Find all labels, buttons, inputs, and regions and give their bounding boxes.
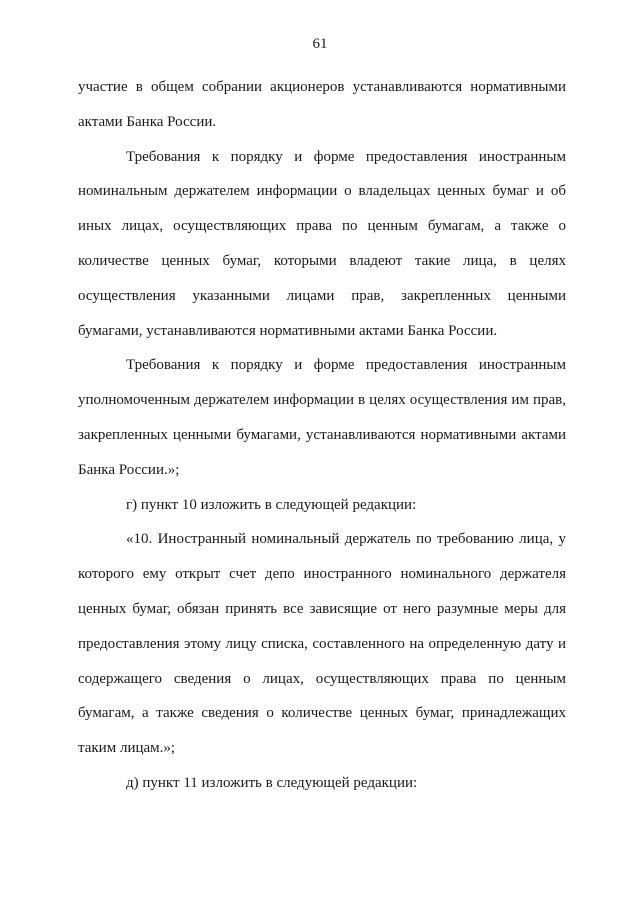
document-body xyxy=(78,70,566,801)
page-number: 61 xyxy=(312,36,328,52)
paragraph-6: д) пункт 11 изложить в следующей редакции: xyxy=(126,774,418,791)
paragraph-4: г) пункт 10 изложить в следующей редакции: xyxy=(126,496,417,513)
paragraph-3: Требования к порядку и форме предоставления иностранным уполномоченным держателем информации в целях осуществления им прав, закрепленных ценными бумагами, устанавливаются нормативными актами Банка России.»; xyxy=(78,357,566,478)
paragraph-2: Требования к порядку и форме предоставления иностранным номинальным держателем информации о владельцах ценных бумаг и об иных лицах, осуществляющих права по ценным бумагам, а также о количестве ценных бумаг, которыми владеют такие лица, в целях осуществления указанными лицами прав, закрепленных ценными бумагами, устанавливаются нормативными актами Банка России. xyxy=(78,148,566,339)
paragraph-5: «10. Иностранный номинальный держатель по требованию лица, у которого ему открыт счет депо иностранного номинального держателя ценных бумаг, обязан принять все зависящие от него разумные меры для предоставления этому лицу списка, составленного на определенную дату и содержащего сведения о лицах, осуществляющих права по ценным бумагам, а также сведения о количестве ценных бумаг, принадлежащих таким лицам.»; xyxy=(78,531,566,757)
paragraph-1: участие в общем собрании акционеров устанавливаются нормативными актами Банка России. xyxy=(78,79,566,130)
